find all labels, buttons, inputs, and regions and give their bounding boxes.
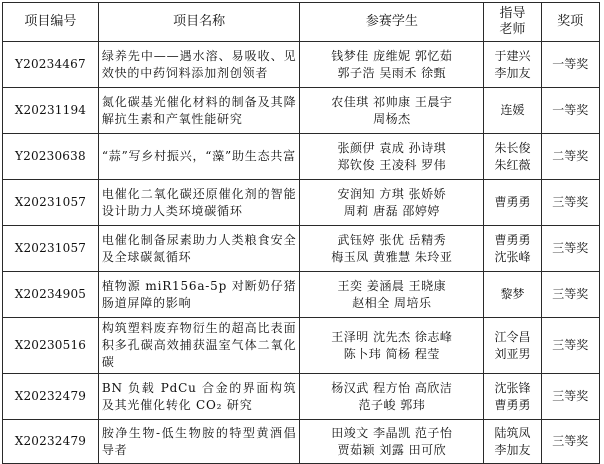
students-line: 郭子浩 吴雨禾 徐甄 bbox=[337, 65, 447, 80]
advisor-name: 曹勇勇 bbox=[494, 232, 531, 247]
table-row bbox=[3, 180, 600, 226]
advisor-name: 沈张锋 bbox=[494, 380, 531, 395]
advisor-name: 李加友 bbox=[494, 442, 531, 457]
students-line: 武钰婷 张优 岳精秀 bbox=[337, 232, 447, 247]
advisor-name: 刘亚男 bbox=[494, 346, 531, 361]
advisor-cell bbox=[484, 272, 541, 318]
header-advisor: 指导老师 bbox=[484, 3, 541, 42]
project-id-cell: X20231057 bbox=[3, 226, 99, 272]
students-cell bbox=[300, 318, 484, 374]
advisor-cell bbox=[484, 318, 541, 374]
project-id-cell: Y20234467 bbox=[3, 42, 99, 88]
students-line: 赵相全 周培乐 bbox=[352, 295, 432, 310]
awards-table bbox=[2, 2, 600, 464]
students-cell bbox=[300, 420, 484, 464]
project-name-cell: 胺净生物-低生物胺的特型黄酒倡导者 bbox=[98, 420, 300, 464]
students-line: 安润知 方琪 张娇娇 bbox=[337, 186, 447, 201]
students-cell bbox=[300, 226, 484, 272]
project-id-cell: X20232479 bbox=[3, 374, 99, 420]
advisor-name: 于建兴 bbox=[494, 48, 531, 63]
project-id-cell: X20234905 bbox=[3, 272, 99, 318]
advisor-name: 李加友 bbox=[494, 65, 531, 80]
advisor-name: 沈张峰 bbox=[494, 249, 531, 264]
advisor-cell bbox=[484, 420, 541, 464]
project-id-cell: X20231057 bbox=[3, 180, 99, 226]
advisor-cell bbox=[484, 88, 541, 134]
students-line: 王泽明 沈先杰 徐志峰 bbox=[331, 329, 453, 344]
advisor-name: 陆筑凤 bbox=[494, 425, 531, 440]
project-id-cell: X20230516 bbox=[3, 318, 99, 374]
advisor-cell bbox=[484, 226, 541, 272]
table-row bbox=[3, 272, 600, 318]
header-row bbox=[3, 3, 600, 42]
header-project-name: 项目名称 bbox=[98, 3, 300, 42]
students-line: 范子峻 郭玮 bbox=[358, 397, 426, 412]
project-name-cell: 氮化碳基光催化材料的制备及其降解抗生素和产氧性能研究 bbox=[98, 88, 300, 134]
award-cell: 三等奖 bbox=[541, 420, 599, 464]
students-line: 郑钦俊 王凌科 罗伟 bbox=[337, 157, 447, 172]
table-row bbox=[3, 226, 600, 272]
students-cell bbox=[300, 180, 484, 226]
table-row bbox=[3, 88, 600, 134]
students-line: 钱梦佳 庞维妮 郭忆茹 bbox=[331, 48, 453, 63]
students-line: 梅玉凤 黄雅慧 朱玲亚 bbox=[331, 249, 453, 264]
award-cell: 一等奖 bbox=[541, 88, 599, 134]
students-line: 周莉 唐磊 邵婷婷 bbox=[343, 203, 440, 218]
award-cell: 三等奖 bbox=[541, 180, 599, 226]
students-line: 杨汉武 程方怡 高欣洁 bbox=[331, 380, 453, 395]
table-row bbox=[3, 420, 600, 464]
project-name-cell: BN 负载 PdCu 合金的界面构筑及其光催化转化 CO₂ 研究 bbox=[98, 374, 300, 420]
project-name-cell: 构筑塑料废弃物衍生的超高比表面积多孔碳高效捕获温室气体二氧化碳 bbox=[98, 318, 300, 374]
project-name-cell: 电催化二氧化碳还原催化剂的智能设计助力人类环境碳循环 bbox=[98, 180, 300, 226]
award-cell: 二等奖 bbox=[541, 134, 599, 180]
table-row bbox=[3, 318, 600, 374]
advisor-name: 朱长俊 bbox=[494, 140, 531, 155]
advisor-name: 江令昌 bbox=[494, 329, 531, 344]
students-line: 张颜伊 袁成 孙诗琪 bbox=[337, 140, 447, 155]
award-cell: 三等奖 bbox=[541, 374, 599, 420]
table-row bbox=[3, 374, 600, 420]
award-cell: 三等奖 bbox=[541, 318, 599, 374]
header-project-id: 项目编号 bbox=[3, 3, 99, 42]
table-row bbox=[3, 42, 600, 88]
project-name-cell: 绿养先中——遇水溶、易吸收、见效快的中药饲料添加剂创领者 bbox=[98, 42, 300, 88]
advisor-name: 曹勇勇 bbox=[494, 397, 531, 412]
advisor-name: 连媛 bbox=[500, 103, 525, 117]
project-name-cell: “蒜”写乡村振兴，“藻”助生态共富 bbox=[98, 134, 300, 180]
project-name-cell: 电催化制备尿素助力人类粮食安全及全球碳氮循环 bbox=[98, 226, 300, 272]
students-cell bbox=[300, 134, 484, 180]
students-cell bbox=[300, 88, 484, 134]
advisor-cell bbox=[484, 180, 541, 226]
advisor-name: 黎梦 bbox=[500, 287, 525, 301]
header-students: 参赛学生 bbox=[300, 3, 484, 42]
advisor-name: 曹勇勇 bbox=[494, 195, 531, 209]
students-line: 王奕 姜涵晨 王晓康 bbox=[337, 278, 447, 293]
advisor-cell bbox=[484, 374, 541, 420]
award-cell: 三等奖 bbox=[541, 226, 599, 272]
table-row bbox=[3, 134, 600, 180]
students-cell bbox=[300, 374, 484, 420]
students-line: 贾茹颖 刘露 田可欣 bbox=[337, 442, 447, 457]
advisor-cell bbox=[484, 134, 541, 180]
students-cell bbox=[300, 272, 484, 318]
project-id-cell: X20232479 bbox=[3, 420, 99, 464]
project-id-cell: X20231194 bbox=[3, 88, 99, 134]
project-id-cell: Y20230638 bbox=[3, 134, 99, 180]
table-body bbox=[3, 42, 600, 464]
project-name-cell: 植物源 miR156a-5p 对断奶仔猪肠道屏障的影响 bbox=[98, 272, 300, 318]
students-line: 田竣文 李晶凯 范子怡 bbox=[331, 425, 453, 440]
award-cell: 三等奖 bbox=[541, 272, 599, 318]
award-cell: 一等奖 bbox=[541, 42, 599, 88]
students-line: 周杨杰 bbox=[373, 111, 411, 126]
header-award: 奖项 bbox=[541, 3, 599, 42]
students-cell bbox=[300, 42, 484, 88]
students-line: 农佳琪 祁帅康 王晨宇 bbox=[331, 94, 453, 109]
students-line: 陈卜玮 简杨 程莹 bbox=[343, 346, 440, 361]
advisor-name: 朱红薇 bbox=[494, 157, 531, 172]
advisor-cell bbox=[484, 42, 541, 88]
